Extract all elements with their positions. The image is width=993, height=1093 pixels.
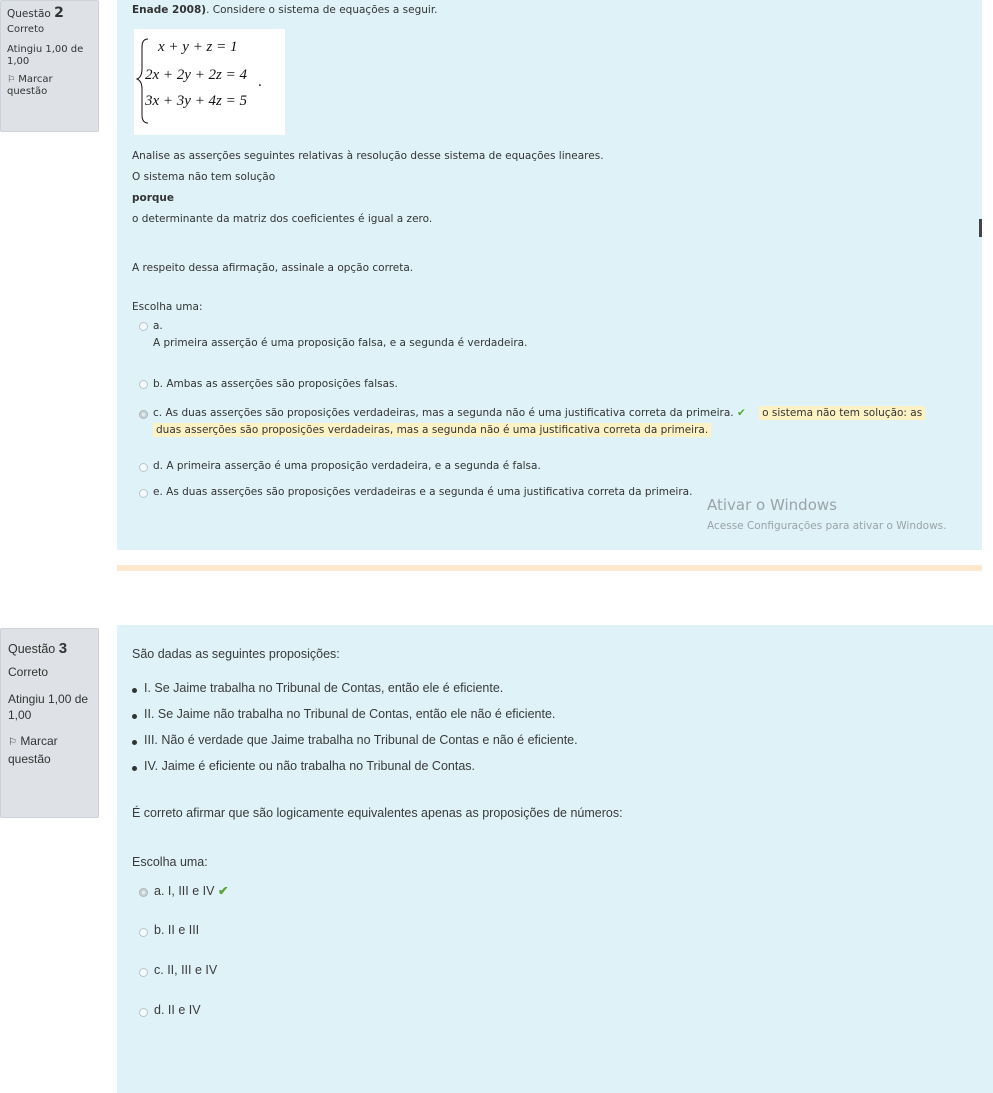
flag-question-link[interactable]: ⚐ Marcar questão — [7, 74, 53, 97]
analyse-text: Analise as asserções seguintes relativas à resolução desse sistema de equações lineares. — [132, 150, 604, 162]
option-a-label[interactable]: a. I, III e IV — [154, 884, 215, 898]
specific-feedback-cont: duas asserções são proposições verdadeiras, mas a segunda não é uma justificativa correta da primeira. — [153, 424, 711, 436]
list-bullet — [132, 688, 137, 693]
windows-activation-subtitle: Acesse Configurações para ativar o Windows. — [707, 520, 947, 532]
option-a-label[interactable]: A primeira asserção é uma proposição falsa, e a segunda é verdadeira. — [153, 337, 528, 349]
option-b-label[interactable]: b. Ambas as asserções são proposições falsas. — [153, 378, 398, 390]
option-a-radio[interactable] — [139, 322, 148, 331]
option-d-radio[interactable] — [139, 1008, 148, 1017]
option-a-radio[interactable] — [139, 888, 148, 897]
equation-system — [134, 29, 285, 135]
option-c-label[interactable]: c. As duas asserções são proposições verdadeiras, mas a segunda não é uma justificativa correta da primeira. — [153, 407, 734, 419]
option-c-row — [153, 407, 925, 419]
equation-line: x + y + z = 1 — [158, 39, 238, 55]
flag-icon: ⚐ — [8, 737, 17, 748]
question-state: Correto — [8, 665, 49, 679]
question-text: É correto afirmar que são logicamente equivalentes apenas as proposições de números: — [132, 806, 623, 820]
option-c-radio[interactable] — [139, 968, 148, 977]
list-item: II. Se Jaime não trabalha no Tribunal de Contas, então ele não é eficiente. — [144, 707, 556, 721]
prompt-text: A respeito dessa afirmação, assinale a opção correta. — [132, 262, 414, 274]
choose-one-label: Escolha uma: — [132, 301, 203, 313]
option-a-letter[interactable]: a. — [153, 320, 163, 332]
question-intro: São dadas as seguintes proposições: — [132, 647, 340, 661]
correct-check-icon: ✔ — [217, 884, 229, 898]
list-bullet — [132, 766, 137, 771]
assertion-1: O sistema não tem solução — [132, 171, 276, 183]
correct-check-icon: ✔ — [736, 407, 746, 419]
equation-period: . — [258, 74, 262, 90]
list-bullet — [132, 714, 137, 719]
flag-question-link[interactable]: ⚐ Marcar questão — [8, 734, 58, 766]
question-intro: Enade 2008). Considere o sistema de equações a seguir. — [132, 4, 438, 16]
because-text: porque — [132, 192, 175, 204]
option-e-radio[interactable] — [139, 489, 148, 498]
equation-line: 2x + 2y + 2z = 4 — [145, 67, 248, 83]
assertion-2: o determinante da matriz dos coeficientes é igual a zero. — [132, 213, 433, 225]
question-divider — [117, 565, 982, 571]
question-3-info — [0, 628, 99, 818]
question-state: Correto — [7, 24, 45, 35]
option-c-label[interactable]: c. II, III e IV — [154, 963, 218, 977]
windows-activation-title: Ativar o Windows — [707, 496, 837, 514]
equation-line: 3x + 3y + 4z = 5 — [145, 93, 248, 109]
scroll-edge-mark — [979, 219, 982, 237]
option-e-label[interactable]: e. As duas asserções são proposições verdadeiras e a segunda é uma justificativa correta da primeira. — [153, 486, 693, 498]
question-grade: Atingiu 1,00 de 1,00 — [7, 44, 84, 67]
question-grade: Atingiu 1,00 de 1,00 — [8, 692, 89, 722]
list-item: III. Não é verdade que Jaime trabalha no Tribunal de Contas e não é eficiente. — [144, 733, 578, 747]
option-b-label[interactable]: b. II e III — [154, 923, 200, 937]
option-c-radio[interactable] — [139, 410, 148, 419]
option-b-radio[interactable] — [139, 928, 148, 937]
choose-one-label: Escolha uma: — [132, 855, 208, 869]
question-3-content — [117, 625, 993, 1093]
option-d-label[interactable]: d. A primeira asserção é uma proposição verdadeira, e a segunda é falsa. — [153, 460, 541, 472]
option-b-radio[interactable] — [139, 380, 148, 389]
list-item: I. Se Jaime trabalha no Tribunal de Contas, então ele é eficiente. — [144, 681, 504, 695]
question-2-info — [0, 0, 99, 132]
list-item: IV. Jaime é eficiente ou não trabalha no Tribunal de Contas. — [144, 759, 476, 773]
specific-feedback: o sistema não tem solução: as — [759, 406, 925, 420]
option-d-label[interactable]: d. II e IV — [154, 1003, 201, 1017]
flag-icon: ⚐ — [7, 75, 16, 85]
list-bullet — [132, 740, 137, 745]
question-number: Questão 3 — [8, 640, 68, 657]
question-number: Questão 2 — [7, 5, 64, 21]
option-d-radio[interactable] — [139, 463, 148, 472]
question-2-content — [117, 0, 982, 550]
option-a-row — [154, 883, 228, 898]
